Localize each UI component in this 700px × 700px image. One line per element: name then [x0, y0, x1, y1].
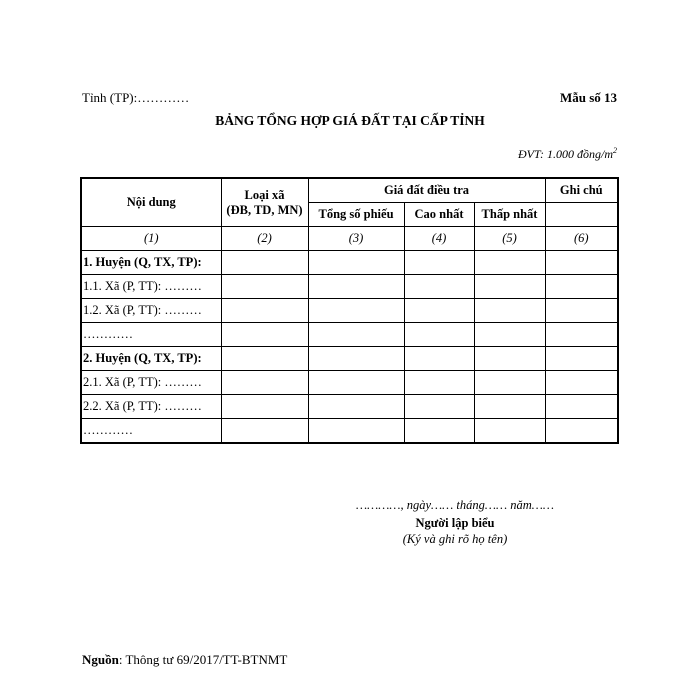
table-cell: [474, 275, 545, 299]
table-cell: [308, 299, 404, 323]
table-cell: [308, 347, 404, 371]
signer-title: Người lập biểu: [415, 516, 495, 530]
row-label: 2.2. Xã (P, TT): ………: [81, 395, 221, 419]
header-price-group: Giá đất điều tra: [308, 178, 545, 203]
table-cell: [221, 395, 308, 419]
row-label: …………: [81, 323, 221, 347]
row-label: 1.2. Xã (P, TT): ………: [81, 299, 221, 323]
table-cell: [308, 419, 404, 444]
table-row: [81, 347, 618, 371]
table-cell: [545, 275, 618, 299]
table-cell: [474, 299, 545, 323]
table-cell: [474, 347, 545, 371]
index-cell: (1): [81, 227, 221, 251]
header-note-empty: [545, 203, 618, 227]
table-cell: [474, 419, 545, 444]
table-cell: [221, 299, 308, 323]
index-cell: (5): [474, 227, 545, 251]
table-cell: [404, 275, 474, 299]
table-cell: [404, 395, 474, 419]
row-label: 1. Huyện (Q, TX, TP):: [81, 251, 221, 275]
table-row: [81, 323, 618, 347]
table-cell: [545, 299, 618, 323]
index-row: [81, 227, 618, 251]
unit-superscript: 2: [613, 146, 617, 155]
table-cell: [221, 275, 308, 299]
table-cell: [308, 395, 404, 419]
table-row: [81, 395, 618, 419]
index-cell: (4): [404, 227, 474, 251]
header-highest: Cao nhất: [404, 203, 474, 227]
index-cell: (6): [545, 227, 618, 251]
table-cell: [545, 251, 618, 275]
table-cell: [404, 299, 474, 323]
table-cell: [545, 347, 618, 371]
table-cell: [404, 371, 474, 395]
form-number: Mẫu số 13: [559, 90, 617, 105]
table-cell: [221, 251, 308, 275]
table-row: [81, 275, 618, 299]
unit-text: ĐVT: 1.000 đồng/m: [517, 147, 613, 161]
table-cell: [474, 371, 545, 395]
header-total-forms: Tổng số phiếu: [308, 203, 404, 227]
table-cell: [221, 347, 308, 371]
table-cell: [404, 347, 474, 371]
table-cell: [308, 251, 404, 275]
index-cell: (2): [221, 227, 308, 251]
signature-date-line: …………, ngày…… tháng…… năm……: [356, 498, 554, 512]
table-cell: [308, 371, 404, 395]
table-cell: [308, 323, 404, 347]
document-title: BẢNG TỔNG HỢP GIÁ ĐẤT TẠI CẤP TỈNH: [215, 113, 485, 128]
table-cell: [545, 419, 618, 444]
table-cell: [545, 371, 618, 395]
table-cell: [221, 419, 308, 444]
header-commune-type: [221, 178, 308, 227]
table-cell: [545, 323, 618, 347]
table-cell: [221, 371, 308, 395]
price-summary-table: [80, 177, 619, 444]
header-lowest: Thấp nhất: [474, 203, 545, 227]
row-label: …………: [81, 419, 221, 444]
header-note: Ghi chú: [545, 178, 618, 203]
table-row: [81, 251, 618, 275]
table-cell: [404, 251, 474, 275]
row-label: 2.1. Xã (P, TT): ………: [81, 371, 221, 395]
unit-label: [518, 146, 617, 162]
row-label: 2. Huyện (Q, TX, TP):: [81, 347, 221, 371]
row-label: 1.1. Xã (P, TT): ………: [81, 275, 221, 299]
table-cell: [221, 323, 308, 347]
header-commune-type-line2: (ĐB, TD, MN): [226, 202, 303, 217]
table-cell: [308, 275, 404, 299]
source-line: [82, 652, 287, 668]
table-cell: [404, 419, 474, 444]
table-cell: [545, 395, 618, 419]
table-row: [81, 419, 618, 444]
table-cell: [474, 395, 545, 419]
index-cell: (3): [308, 227, 404, 251]
table-row: [81, 299, 618, 323]
province-field: Tỉnh (TP):…………: [82, 90, 190, 105]
table-body: [81, 251, 618, 444]
table-row: [81, 371, 618, 395]
table-cell: [474, 251, 545, 275]
table-cell: [404, 323, 474, 347]
header-row-1: [81, 178, 618, 203]
signature-note: (Ký và ghi rõ họ tên): [402, 532, 508, 546]
header-commune-type-line1: Loại xã: [244, 187, 285, 202]
header-content: Nội dung: [81, 178, 221, 227]
source-label: Nguồn: [82, 652, 119, 667]
source-text: : Thông tư 69/2017/TT-BTNMT: [118, 652, 288, 667]
table-cell: [474, 323, 545, 347]
